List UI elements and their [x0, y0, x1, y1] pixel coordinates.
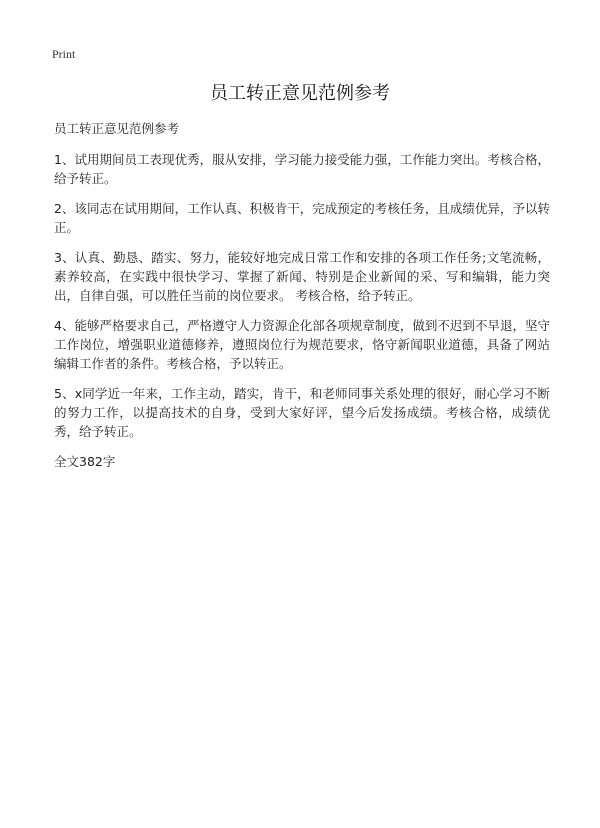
paragraph-2: 2、该同志在试用期间，工作认真、积极肯干，完成预定的考核任务，且成绩优异，予以转正。 [54, 201, 550, 235]
paragraph-5: 5、x同学近一年来，工作主动，踏实，肯干，和老师同事关系处理的很好，耐心学习不断的努力工作，以提高技术的自身，受到大家好评，望今后发扬成绩。考核合格，成绩优秀，给予转正。 [54, 386, 550, 439]
paragraph-3: 3、认真、勤恳、踏实、努力，能较好地完成日常工作和安排的各项工作任务;文笔流畅，素养较高，在实践中很快学习、掌握了新闻、特别是企业新闻的采、写和编辑，能力突出，自律自强，可以胜任当前的岗位要求。 考核合格，给予转正。 [54, 250, 550, 303]
print-label: Print [52, 47, 76, 61]
document-subtitle: 员工转正意见范例参考 [54, 121, 180, 136]
paragraph-1: 1、试用期间员工表现优秀，服从安排，学习能力接受能力强，工作能力突出。考核合格，给予转正。 [54, 152, 550, 186]
document-title: 员工转正意见范例参考 [210, 83, 390, 104]
paragraph-4: 4、能够严格要求自己，严格遵守人力资源企化部各项规章制度，做到不迟到不早退，坚守工作岗位，增强职业道德修养，遵照岗位行为规范要求，恪守新闻职业道德，具备了网站编辑工作者的条件。考核合格，予以转正。 [54, 318, 550, 371]
word-count: 全文382字 [54, 454, 116, 469]
document-body [54, 119, 550, 471]
